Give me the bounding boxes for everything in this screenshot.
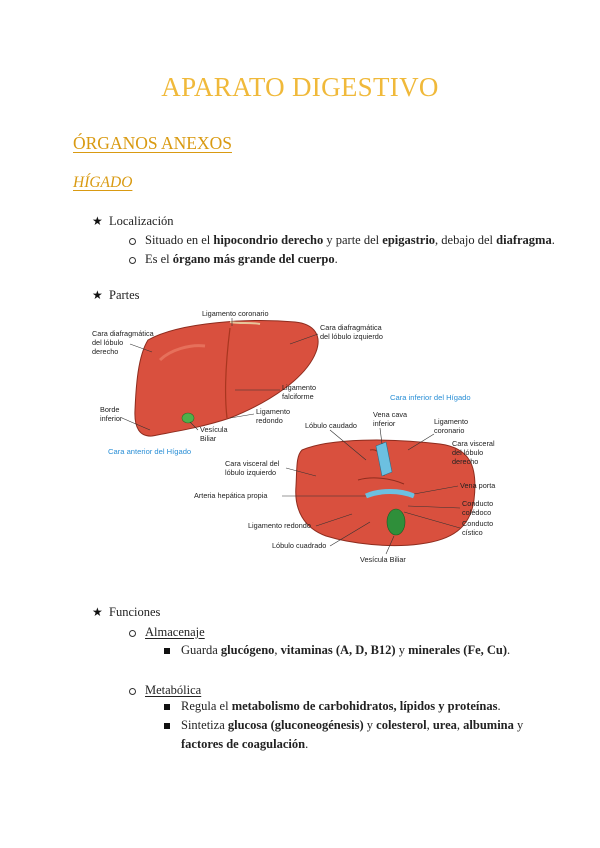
label-cara-diaf-izq-1: Cara diafragmática — [320, 323, 382, 332]
label-lig-falciforme-2: falciforme — [282, 392, 314, 401]
label-lig-coronario-inf-2: coronario — [434, 426, 465, 435]
label-lobulo-caudado: Lóbulo caudado — [305, 421, 357, 430]
label-cara-diaf-der-2: del lóbulo — [92, 338, 124, 347]
label-borde-inferior-1: Borde — [100, 405, 120, 414]
almacenaje-label: Almacenaje — [145, 625, 205, 639]
partes-label: Partes — [109, 288, 140, 302]
label-arteria-hepatica: Arteria hepática propia — [194, 491, 268, 500]
square-bullet-icon — [164, 648, 170, 654]
label-cara-visc-der-2: del lóbulo — [452, 448, 484, 457]
label-vesicula-inf: Vesícula Biliar — [360, 555, 406, 564]
localizacion-line-1: Situado en el hipocondrio derecho y parte del epigastrio, debajo del diafragma. — [145, 233, 555, 247]
star-bullet-icon: ★ — [92, 214, 103, 228]
funciones-label: Funciones — [109, 605, 161, 619]
label-vena-cava-2: inferior — [373, 419, 396, 428]
liver-anterior-shape — [135, 321, 318, 436]
metabolica-line-3: factores de coagulación. — [181, 737, 309, 751]
circle-bullet-icon — [129, 238, 136, 245]
square-bullet-icon — [164, 723, 170, 729]
localizacion-label: Localización — [109, 214, 174, 228]
circle-bullet-icon — [129, 630, 136, 637]
label-cara-anterior: Cara anterior del Hígado — [108, 447, 192, 456]
gallbladder-anterior — [182, 413, 194, 423]
square-bullet-icon — [164, 704, 170, 710]
circle-bullet-icon — [129, 257, 136, 264]
label-cara-diaf-izq-2: del lóbulo izquierdo — [320, 332, 383, 341]
label-cara-diaf-der-1: Cara diafragmática — [92, 329, 154, 338]
label-lig-redondo-ant-1: Ligamento — [256, 407, 291, 416]
label-cara-visc-izq-2: lóbulo izquierdo — [225, 468, 277, 477]
label-conducto-cistico-1: Conducto — [462, 519, 494, 528]
subsection-heading: HÍGADO — [73, 174, 133, 191]
label-cara-diaf-der-3: derecho — [92, 347, 119, 356]
label-lig-redondo-ant-2: redondo — [256, 416, 283, 425]
almacenaje-line-1: Guarda glucógeno, vitaminas (A, D, B12) y minerales (Fe, Cu). — [181, 643, 511, 657]
page-title: APARATO DIGESTIVO — [161, 72, 439, 102]
label-lobulo-cuadrado: Lóbulo cuadrado — [272, 541, 327, 550]
circle-bullet-icon — [129, 688, 136, 695]
label-vena-cava-1: Vena cava — [373, 410, 408, 419]
star-bullet-icon: ★ — [92, 288, 103, 302]
label-cara-visc-der-3: derecho — [452, 457, 479, 466]
label-lig-falciforme-1: Ligamento — [282, 383, 317, 392]
label-vesicula-ant-1: Vesícula — [200, 425, 228, 434]
localizacion-line-2: Es el órgano más grande del cuerpo. — [145, 252, 338, 266]
label-borde-inferior-2: inferior — [100, 414, 123, 423]
metabolica-line-2: Sintetiza glucosa (gluconeogénesis) y colesterol, urea, albumina y — [181, 718, 524, 732]
label-conducto-coledoco-2: colédoco — [462, 508, 492, 517]
label-cara-visc-izq-1: Cara visceral del — [225, 459, 280, 468]
label-vesicula-ant-2: Biliar — [200, 434, 217, 443]
label-cara-inferior: Cara inferior del Hígado — [390, 393, 471, 402]
label-conducto-cistico-2: cístico — [462, 528, 483, 537]
label-lig-coronario-inf-1: Ligamento — [434, 417, 469, 426]
liver-anatomy-figure — [90, 300, 520, 570]
section-heading: ÓRGANOS ANEXOS — [73, 133, 232, 153]
label-lig-redondo-inf: Ligamento redondo — [248, 521, 311, 530]
label-cara-visc-der-1: Cara visceral — [452, 439, 495, 448]
label-conducto-coledoco-1: Conducto — [462, 499, 494, 508]
label-vena-porta: Vena porta — [460, 481, 496, 490]
gallbladder-inferior — [387, 509, 405, 535]
metabolica-label: Metabólica — [145, 683, 202, 697]
label-ligamento-coronario: Ligamento coronario — [202, 309, 269, 318]
star-bullet-icon: ★ — [92, 605, 103, 619]
metabolica-line-1: Regula el metabolismo de carbohidratos, lípidos y proteínas. — [181, 699, 501, 713]
